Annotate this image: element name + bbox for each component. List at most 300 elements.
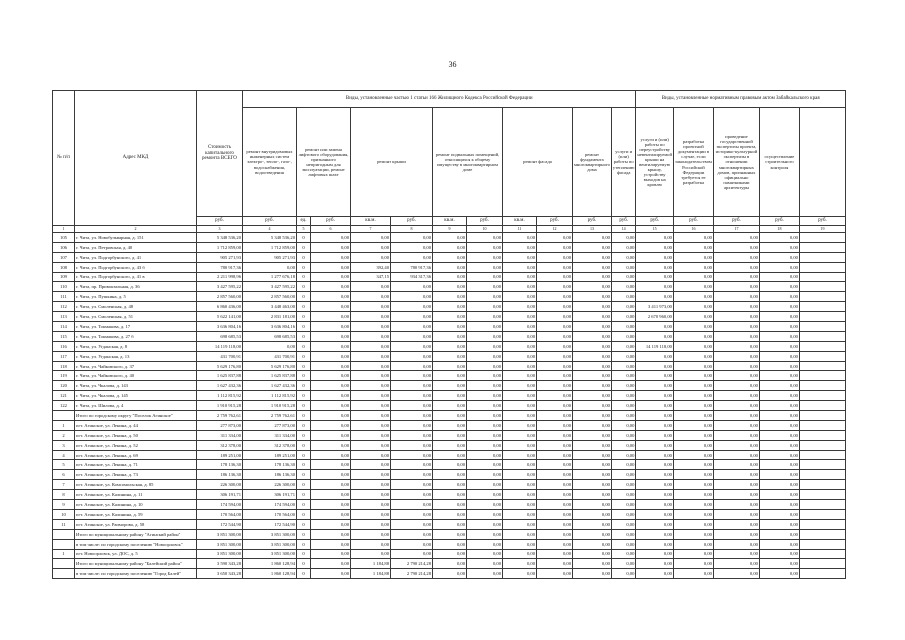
header-total-cost: Стоимость капитального ремонта ВСЕГО: [197, 91, 243, 217]
table-cell-rm: 0,00: [351, 490, 391, 500]
table-cell-pd: 0,00: [673, 420, 713, 430]
table-cell-lp: 0: [297, 361, 311, 371]
table-cell-pd: 0,00: [673, 460, 713, 470]
table-cell-addr: пгт. Агинское, ул. Комсомольская, д. 85: [75, 480, 197, 490]
table-cell-br: 0,00: [467, 430, 503, 440]
table-cell-vr: 0,00: [636, 361, 674, 371]
table-cell-ex: 0,00: [713, 420, 759, 430]
table-cell-ex: 0,00: [713, 440, 759, 450]
table-cell-eng: 0,00: [243, 341, 297, 351]
table-cell-fm: 0,00: [503, 292, 537, 302]
table-cell-lp: 0: [297, 351, 311, 361]
table-cell-ut: 0,00: [611, 470, 635, 480]
table-cell-rm: 0,00: [351, 470, 391, 480]
table-cell-lp: 0: [297, 312, 311, 322]
table-cell-addr: г. Чита, ул. Чайковского, д. 37: [75, 361, 197, 371]
table-cell-ex: 0,00: [713, 529, 759, 539]
table-cell-vr: 0,00: [636, 450, 674, 460]
table-cell-pd: 0,00: [673, 509, 713, 519]
table-cell-no: 115: [53, 331, 75, 341]
table-cell-pd: 0,00: [673, 391, 713, 401]
table-cell-vr: 0,00: [636, 391, 674, 401]
header-row-no: № п/п: [53, 91, 75, 226]
table-cell-ex: 0,00: [713, 401, 759, 411]
table-cell-reserve: [799, 569, 845, 579]
column-number: 2: [75, 226, 197, 233]
table-cell-vr: 0,00: [636, 460, 674, 470]
table-cell-fm: 0,00: [503, 242, 537, 252]
table-cell-eng: 172 544,90: [243, 519, 297, 529]
table-cell-fm: 0,00: [503, 430, 537, 440]
table-cell-fm: 0,00: [503, 262, 537, 272]
table-cell-no: 122: [53, 401, 75, 411]
table-cell-lr: 0,00: [311, 440, 351, 450]
table-cell-eng: 1 112 815,92: [243, 391, 297, 401]
table-row: [53, 252, 846, 262]
column-number: 7: [351, 226, 391, 233]
table-cell-fm: 0,00: [503, 272, 537, 282]
column-number: 15: [636, 226, 674, 233]
table-cell-fr: 0,00: [537, 341, 573, 351]
table-cell-fr: 0,00: [537, 322, 573, 332]
table-cell-eng: 1 910 915,28: [243, 401, 297, 411]
table-cell-reserve: [799, 282, 845, 292]
table-cell-reserve: [799, 480, 845, 490]
table-cell-addr: Итого по городскому округу "Поселок Агинское": [75, 411, 197, 421]
header-basement: ремонт подвальных помещений, относящихся к общему имуществу в многоквартирном доме: [433, 108, 503, 217]
table-cell-addr: пгт. Агинское, ул. Калинина, д. 11: [75, 490, 197, 500]
table-cell-rr: 0,00: [391, 331, 433, 341]
table-cell-br: 0,00: [467, 252, 503, 262]
table-cell-pd: 0,00: [673, 539, 713, 549]
table-cell-vr: 0,00: [636, 322, 674, 332]
table-cell-ex: 0,00: [713, 242, 759, 252]
table-cell-br: 0,00: [467, 440, 503, 450]
table-cell-br: 0,00: [467, 450, 503, 460]
table-cell-rm: 392,40: [351, 262, 391, 272]
table-cell-fd: 0,00: [573, 401, 612, 411]
column-number: 13: [573, 226, 612, 233]
table-cell-no: [53, 559, 75, 569]
table-cell-rm: 0,00: [351, 450, 391, 460]
table-cell-rr: 0,00: [391, 341, 433, 351]
table-cell-no: 3: [53, 440, 75, 450]
table-cell-lr: 0,00: [311, 490, 351, 500]
table-cell-fm: 0,00: [503, 519, 537, 529]
table-cell-rr: 0,00: [391, 470, 433, 480]
table-cell-reserve: [799, 450, 845, 460]
table-cell-fd: 0,00: [573, 569, 612, 579]
table-cell-bm: 0,00: [433, 361, 467, 371]
table-cell-no: 11: [53, 519, 75, 529]
table-cell-sk: 0,00: [759, 233, 799, 243]
table-cell-rm: 0,00: [351, 519, 391, 529]
table-cell-no: 118: [53, 361, 75, 371]
table-cell-eng: 1 627 432,36: [243, 381, 297, 391]
table-cell-reserve: [799, 322, 845, 332]
table-cell-total: 170 564,00: [197, 509, 243, 519]
table-cell-eng: 1 625 837,88: [243, 371, 297, 381]
table-cell-reserve: [799, 351, 845, 361]
table-cell-lr: 0,00: [311, 312, 351, 322]
table-cell-fd: 0,00: [573, 322, 612, 332]
table-cell-fr: 0,00: [537, 361, 573, 371]
table-cell-vr: 0,00: [636, 351, 674, 361]
table-cell-bm: 0,00: [433, 519, 467, 529]
table-cell-bm: 0,00: [433, 509, 467, 519]
table-cell-lr: 0,00: [311, 539, 351, 549]
table-cell-fd: 0,00: [573, 559, 612, 569]
table-cell-rm: 1 184,88: [351, 559, 391, 569]
table-cell-rm: 0,00: [351, 440, 391, 450]
table-cell-rr: 0,00: [391, 549, 433, 559]
header-engineering: ремонт внутридомовых инженерных систем электро-, тепло-, газо-, водоснабжения, водоотведения: [243, 108, 297, 217]
table-cell-ex: 0,00: [713, 331, 759, 341]
column-number: 12: [537, 226, 573, 233]
table-cell-rm: 0,00: [351, 391, 391, 401]
table-cell-pd: 0,00: [673, 312, 713, 322]
table-cell-rr: 0,00: [391, 411, 433, 421]
table-cell-pd: 0,00: [673, 371, 713, 381]
table-cell-rm: 0,00: [351, 529, 391, 539]
table-cell-rm: 0,00: [351, 242, 391, 252]
table-cell-fd: 0,00: [573, 480, 612, 490]
table-cell-ut: 0,00: [611, 500, 635, 510]
table-cell-rm: 0,00: [351, 549, 391, 559]
header-address: Адрес МКД: [75, 91, 197, 226]
table-cell-addr: пгт. Агинское, ул. Ленина, д. 44: [75, 420, 197, 430]
table-cell-reserve: [799, 509, 845, 519]
table-cell-lr: 0,00: [311, 509, 351, 519]
table-cell-rm: 0,00: [351, 539, 391, 549]
table-cell-fr: 0,00: [537, 351, 573, 361]
table-cell-no: 113: [53, 312, 75, 322]
table-cell-total: 5 629 176,80: [197, 361, 243, 371]
table-cell-fm: 0,00: [503, 371, 537, 381]
table-cell-sk: 0,00: [759, 302, 799, 312]
table-cell-ut: 0,00: [611, 559, 635, 569]
column-number: 6: [311, 226, 351, 233]
table-cell-eng: 1 712 859,00: [243, 242, 297, 252]
unit-cell: руб.: [713, 217, 759, 226]
table-cell-fd: 0,00: [573, 529, 612, 539]
table-cell-total: 1 910 915,28: [197, 401, 243, 411]
table-cell-br: 0,00: [467, 381, 503, 391]
table-cell-total: 3 427 595,22: [197, 282, 243, 292]
table-cell-total: 174 594,00: [197, 500, 243, 510]
header-foundation: ремонт фундамента многоквартирного дома: [573, 108, 612, 217]
table-cell-addr: пгт. Агинское, ул. Ленина, д. 71: [75, 460, 197, 470]
column-number: 17: [713, 226, 759, 233]
table-cell-fr: 0,00: [537, 242, 573, 252]
table-cell-pd: 0,00: [673, 322, 713, 332]
unit-cell: ед.: [297, 217, 311, 226]
table-cell-ex: 0,00: [713, 381, 759, 391]
table-cell-fd: 0,00: [573, 549, 612, 559]
table-cell-fr: 0,00: [537, 292, 573, 302]
table-cell-reserve: [799, 401, 845, 411]
table-row: [53, 371, 846, 381]
header-design-docs: разработка проектной документации в случае, если законодательством Российской Федерации требуется ее разработка: [673, 108, 713, 217]
table-cell-sk: 0,00: [759, 509, 799, 519]
table-cell-rm: 0,00: [351, 500, 391, 510]
table-cell-rr: 934 317,36: [391, 272, 433, 282]
unit-cell: руб.: [573, 217, 612, 226]
table-cell-rm: 0,00: [351, 282, 391, 292]
table-cell-pd: 0,00: [673, 549, 713, 559]
table-cell-br: 0,00: [467, 509, 503, 519]
table-cell-no: 7: [53, 480, 75, 490]
table-cell-addr: пгт. Агинское, ул. Ленина, д. 69: [75, 450, 197, 460]
table-cell-rr: 0,00: [391, 539, 433, 549]
table-cell-pd: 0,00: [673, 292, 713, 302]
table-cell-br: 0,00: [467, 282, 503, 292]
table-cell-total: 2 759 762,61: [197, 411, 243, 421]
table-cell-fr: 0,00: [537, 569, 573, 579]
table-cell-lr: 0,00: [311, 519, 351, 529]
table-row: [53, 331, 846, 341]
column-number: 16: [673, 226, 713, 233]
table-cell-no: 10: [53, 509, 75, 519]
table-cell-fr: 0,00: [537, 391, 573, 401]
table-cell-fm: 0,00: [503, 549, 537, 559]
table-cell-ut: 0,00: [611, 242, 635, 252]
table-cell-fd: 0,00: [573, 490, 612, 500]
table-cell-rr: 0,00: [391, 233, 433, 243]
table-cell-rr: 0,00: [391, 361, 433, 371]
table-cell-vr: 0,00: [636, 500, 674, 510]
table-cell-pd: 0,00: [673, 233, 713, 243]
table-cell-ex: 0,00: [713, 272, 759, 282]
table-row: [53, 341, 846, 351]
table-cell-rr: 0,00: [391, 430, 433, 440]
table-cell-fd: 0,00: [573, 420, 612, 430]
table-cell-lp: 0: [297, 490, 311, 500]
table-cell-vr: 3 411 973,00: [636, 302, 674, 312]
table-cell-no: 120: [53, 381, 75, 391]
table-cell-sk: 0,00: [759, 292, 799, 302]
table-cell-ut: 0,00: [611, 233, 635, 243]
table-cell-vr: 0,00: [636, 519, 674, 529]
table-cell-rr: 0,00: [391, 529, 433, 539]
table-cell-fd: 0,00: [573, 509, 612, 519]
table-row: [53, 262, 846, 272]
table-cell-ex: 0,00: [713, 292, 759, 302]
table-cell-addr: г. Чита, ул. Токмакова, д. 17: [75, 322, 197, 332]
table-cell-reserve: [799, 233, 845, 243]
table-cell-ut: 0,00: [611, 341, 635, 351]
table-cell-eng: 277 873,00: [243, 420, 297, 430]
table-cell-pd: 0,00: [673, 529, 713, 539]
table-cell-addr: г. Чита, пр. Привокзальная, д. 36: [75, 282, 197, 292]
table-cell-lp: 0: [297, 401, 311, 411]
table-cell-eng: 186 136,30: [243, 470, 297, 480]
table-cell-lp: 0: [297, 559, 311, 569]
table-row: [53, 430, 846, 440]
table-cell-ut: 0,00: [611, 322, 635, 332]
table-cell-pd: 0,00: [673, 519, 713, 529]
table-cell-fm: 0,00: [503, 252, 537, 262]
table-cell-fm: 0,00: [503, 480, 537, 490]
table-cell-fd: 0,00: [573, 539, 612, 549]
table-cell-fd: 0,00: [573, 470, 612, 480]
table-cell-total: 905 271,93: [197, 252, 243, 262]
table-cell-fd: 0,00: [573, 519, 612, 529]
table-cell-fr: 0,00: [537, 490, 573, 500]
table-cell-eng: 3 851 300,00: [243, 529, 297, 539]
table-cell-rr: 0,00: [391, 282, 433, 292]
column-number-row: [53, 226, 846, 233]
table-cell-fm: 0,00: [503, 509, 537, 519]
header-facade: ремонт фасада: [503, 108, 573, 217]
table-row: [53, 440, 846, 450]
table-cell-lp: 0: [297, 509, 311, 519]
unit-cell: руб.: [537, 217, 573, 226]
table-cell-fm: 0,00: [503, 450, 537, 460]
table-cell-fr: 0,00: [537, 420, 573, 430]
table-row: [53, 539, 846, 549]
header-group-regional: Виды, установленные нормативным правовым актом Забайкальского края: [636, 91, 846, 108]
table-cell-addr: Итого по муниципальному району "Агинский район": [75, 529, 197, 539]
table-cell-reserve: [799, 272, 845, 282]
table-cell-fm: 0,00: [503, 470, 537, 480]
table-cell-addr: пгт. Агинское, ул. Ленина, д. 52: [75, 440, 197, 450]
table-cell-sk: 0,00: [759, 549, 799, 559]
table-row: [53, 361, 846, 371]
table-cell-bm: 0,00: [433, 322, 467, 332]
table-cell-lp: 0: [297, 470, 311, 480]
table-cell-ut: 0,00: [611, 411, 635, 421]
column-number: 1: [53, 226, 75, 233]
table-cell-no: 9: [53, 500, 75, 510]
table-cell-addr: г. Чита, ул. Смоленская, д. 48: [75, 302, 197, 312]
table-row: [53, 411, 846, 421]
table-row: [53, 233, 846, 243]
table-cell-br: 0,00: [467, 559, 503, 569]
table-cell-sk: 0,00: [759, 272, 799, 282]
table-cell-lp: 0: [297, 242, 311, 252]
table-cell-bm: 0,00: [433, 302, 467, 312]
table-cell-fd: 0,00: [573, 411, 612, 421]
table-cell-ut: 0,00: [611, 282, 635, 292]
table-cell-fd: 0,00: [573, 331, 612, 341]
table-cell-fd: 0,00: [573, 381, 612, 391]
column-number: 18: [759, 226, 799, 233]
table-cell-fd: 0,00: [573, 292, 612, 302]
unit-cell: кв.м.: [433, 217, 467, 226]
table-cell-addr: г. Чита, ул. Подгорбунского, д. 41 в: [75, 272, 197, 282]
table-cell-ex: 0,00: [713, 569, 759, 579]
unit-cell: руб.: [673, 217, 713, 226]
table-cell-br: 0,00: [467, 500, 503, 510]
table-cell-bm: 0,00: [433, 312, 467, 322]
table-cell-total: 277 873,00: [197, 420, 243, 430]
table-cell-fm: 0,00: [503, 312, 537, 322]
table-cell-br: 0,00: [467, 539, 503, 549]
table-cell-total: 1 112 815,92: [197, 391, 243, 401]
table-cell-pd: 0,00: [673, 242, 713, 252]
table-cell-addr: г. Чита, ул. Чкалова, д. 143: [75, 381, 197, 391]
table-cell-vr: 0,00: [636, 411, 674, 421]
table-cell-ut: 0,00: [611, 292, 635, 302]
table-cell-lr: 0,00: [311, 420, 351, 430]
table-cell-br: 0,00: [467, 420, 503, 430]
table-cell-br: 0,00: [467, 322, 503, 332]
table-cell-addr: г. Чита, ул. Пушкина, д. 5: [75, 292, 197, 302]
table-cell-sk: 0,00: [759, 440, 799, 450]
table-cell-ex: 0,00: [713, 252, 759, 262]
table-row: [53, 549, 846, 559]
table-cell-lp: 0: [297, 500, 311, 510]
table-cell-ut: 0,00: [611, 539, 635, 549]
table-cell-br: 0,00: [467, 460, 503, 470]
table-cell-lr: 0,00: [311, 529, 351, 539]
table-cell-total: 5 348 536,20: [197, 233, 243, 243]
table-cell-fm: 0,00: [503, 420, 537, 430]
table-cell-vr: 2 670 960,00: [636, 312, 674, 322]
table-cell-vr: 14 119 118,00: [636, 341, 674, 351]
table-cell-rr: 0,00: [391, 242, 433, 252]
table-cell-bm: 0,00: [433, 233, 467, 243]
table-row: [53, 381, 846, 391]
table-cell-total: 189 251,00: [197, 450, 243, 460]
table-cell-vr: 0,00: [636, 262, 674, 272]
table-cell-rm: 0,00: [351, 351, 391, 361]
table-cell-fd: 0,00: [573, 233, 612, 243]
table-cell-eng: 905 271,93: [243, 252, 297, 262]
table-cell-lp: 0: [297, 539, 311, 549]
table-cell-fd: 0,00: [573, 430, 612, 440]
table-cell-vr: 0,00: [636, 440, 674, 450]
table-cell-eng: 2 831 181,00: [243, 312, 297, 322]
table-cell-br: 0,00: [467, 480, 503, 490]
table-cell-fr: 0,00: [537, 470, 573, 480]
table-cell-total: 1 625 837,88: [197, 371, 243, 381]
table-cell-vr: 0,00: [636, 420, 674, 430]
table-cell-fm: 0,00: [503, 401, 537, 411]
table-cell-pd: 0,00: [673, 450, 713, 460]
table-cell-ut: 0,00: [611, 450, 635, 460]
table-cell-bm: 0,00: [433, 460, 467, 470]
table-cell-lp: 0: [297, 569, 311, 579]
table-cell-fd: 0,00: [573, 450, 612, 460]
column-number: 10: [467, 226, 503, 233]
table-cell-vr: 0,00: [636, 381, 674, 391]
table-cell-vr: 0,00: [636, 529, 674, 539]
table-cell-br: 0,00: [467, 519, 503, 529]
table-cell-no: 4: [53, 450, 75, 460]
table-cell-rr: 0,00: [391, 371, 433, 381]
table-cell-fr: 0,00: [537, 252, 573, 262]
table-cell-lr: 0,00: [311, 559, 351, 569]
table-cell-rr: 0,00: [391, 292, 433, 302]
table-cell-fm: 0,00: [503, 282, 537, 292]
table-cell-lp: 0: [297, 322, 311, 332]
table-cell-br: 0,00: [467, 312, 503, 322]
table-cell-lr: 0,00: [311, 401, 351, 411]
table-cell-vr: 0,00: [636, 282, 674, 292]
table-cell-bm: 0,00: [433, 252, 467, 262]
table-cell-fm: 0,00: [503, 331, 537, 341]
column-number: 8: [391, 226, 433, 233]
table-cell-rr: 0,00: [391, 420, 433, 430]
table-cell-fd: 0,00: [573, 460, 612, 470]
table-body: [53, 233, 846, 579]
table-cell-bm: 0,00: [433, 411, 467, 421]
table-cell-fr: 0,00: [537, 500, 573, 510]
table-cell-lr: 0,00: [311, 252, 351, 262]
table-cell-lp: 0: [297, 262, 311, 272]
